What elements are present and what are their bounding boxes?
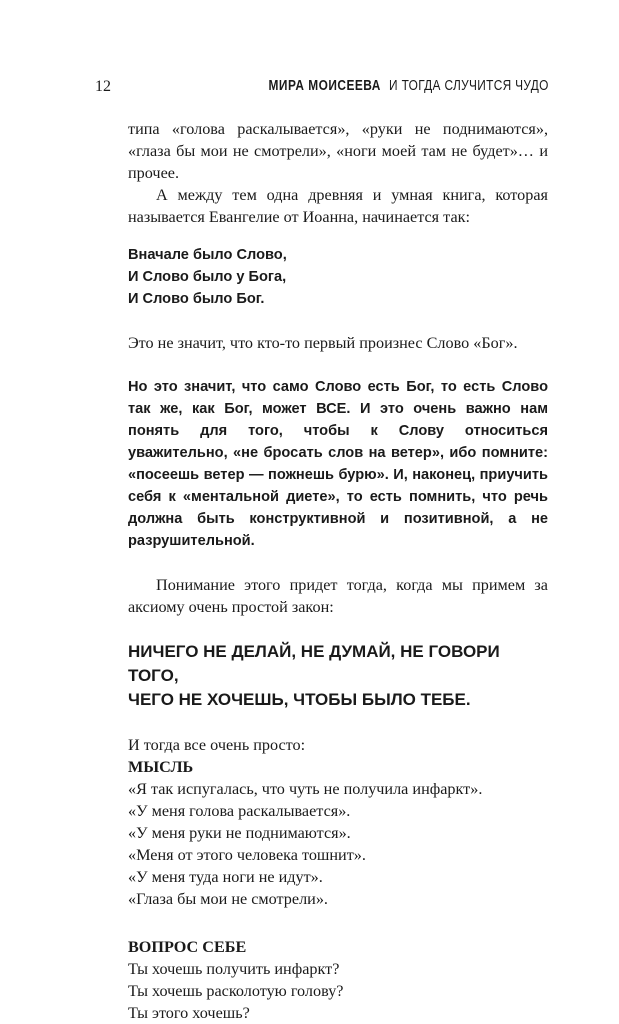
author-name: МИРА МОИСЕЕВА: [268, 78, 382, 94]
book-title: И ТОГДА СЛУЧИТСЯ ЧУДО: [389, 78, 549, 94]
page-number: 12: [95, 78, 111, 95]
question-heading: ВОПРОС СЕБЕ: [128, 938, 247, 956]
quote-line: Вначале было Слово,: [128, 247, 287, 263]
thought-line: «У меня голова раскалывается».: [128, 802, 351, 820]
running-head: [269, 78, 549, 94]
bold-paragraph: Но это значит, что само Слово есть Бог, то есть Слово так же, как Бог, может ВСЕ. И это очень важно нам понять для того, чтобы к Слову относиться уважительно, «не бросать слов на ветер», ибо помните: «посеешь ветер — пожнешь бурю». И, наконец, приучить себя к «ментальной диете», то есть помнить, что речь должна быть конструктивной и позитивной, а не разрушительной.: [128, 379, 548, 549]
thought-line: «У меня туда ноги не идут».: [128, 868, 323, 886]
thought-heading: МЫСЛЬ: [128, 758, 194, 776]
paragraph: типа «голова раскалывается», «руки не поднимаются», «глаза бы мои не смотрели», «ноги моей там не будет»… и прочее.: [128, 120, 548, 182]
quote-line: И Слово было Бог.: [128, 291, 265, 307]
question-line: Ты хочешь получить инфаркт?: [128, 960, 340, 978]
page-body: [128, 118, 548, 1024]
thought-line: «Глаза бы мои не смотрели».: [128, 890, 328, 908]
paragraph: А между тем одна древняя и умная книга, которая называется Евангелие от Иоанна, начинается так:: [128, 186, 548, 226]
rule-line: НИЧЕГО НЕ ДЕЛАЙ, НЕ ДУМАЙ, НЕ ГОВОРИ ТОГО,: [128, 642, 500, 685]
thought-line: «Меня от этого человека тошнит».: [128, 846, 366, 864]
thought-line: «У меня руки не поднимаются».: [128, 824, 351, 842]
question-line: Ты хочешь расколотую голову?: [128, 982, 344, 1000]
thought-line: «Я так испугалась, что чуть не получила инфаркт».: [128, 780, 483, 798]
paragraph: И тогда все очень просто:: [128, 736, 306, 754]
page-header: [95, 78, 549, 98]
paragraph: Это не значит, что кто-то первый произнес Слово «Бог».: [128, 334, 518, 352]
quote-line: И Слово было у Бога,: [128, 269, 287, 285]
gospel-quote: [128, 244, 548, 310]
paragraph: Понимание этого придет тогда, когда мы примем за аксиому очень простой закон:: [128, 576, 548, 616]
rule-block: [128, 640, 548, 712]
rule-line: ЧЕГО НЕ ХОЧЕШЬ, ЧТОБЫ БЫЛО ТЕБЕ.: [128, 690, 471, 709]
question-line: Ты этого хочешь?: [128, 1004, 250, 1022]
